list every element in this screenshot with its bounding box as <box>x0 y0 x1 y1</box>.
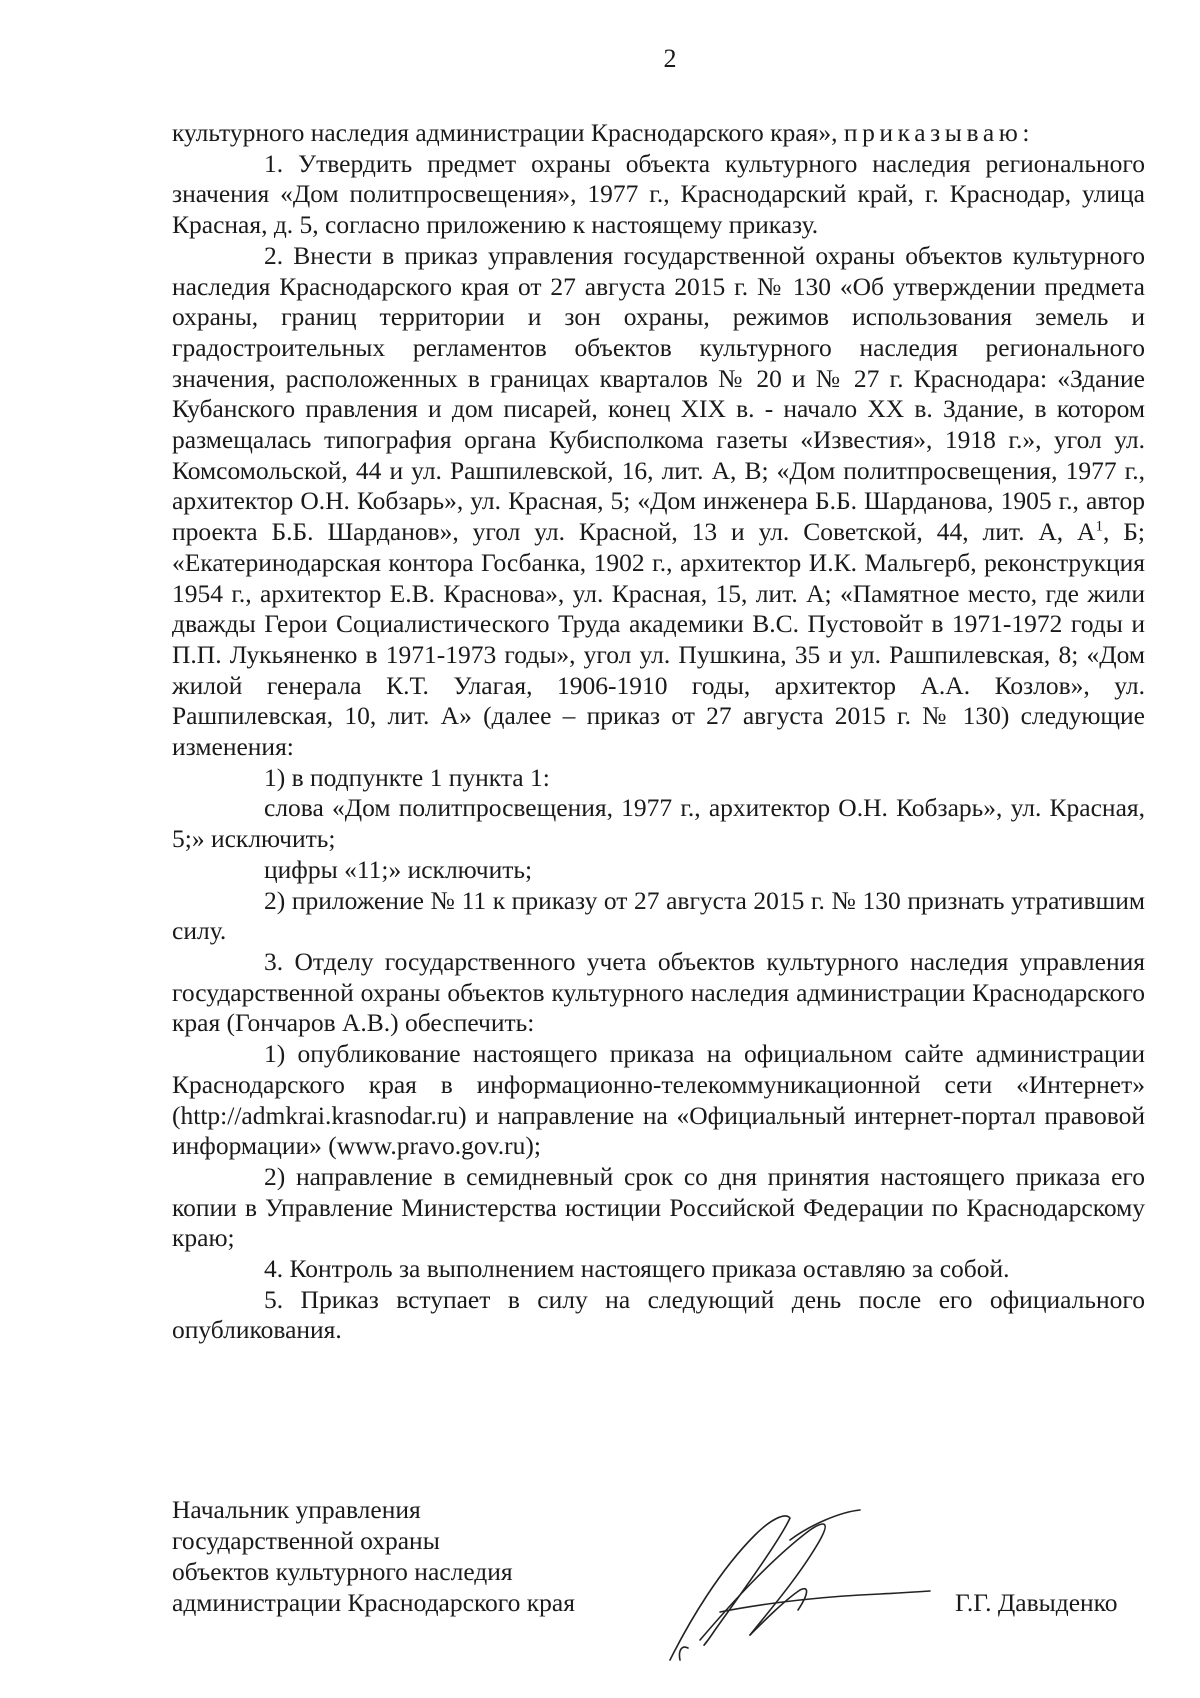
paragraph-item-1: 1. Утвердить предмет охраны объекта культурного наследия регионального значения «Дом политпросвещения», 1977 г., Краснодарский край, г. Краснодар, улица Красная, д. 5, согласно приложению к настоящему приказу. <box>172 148 1145 240</box>
paragraph-subitem-1: 1) в подпункте 1 пункта 1: <box>264 762 550 792</box>
paragraph-subitem-2: 2) приложение № 11 к приказу от 27 августа 2015 г. № 130 признать утратившим силу. <box>172 885 1145 946</box>
paragraph-item-2 <box>172 241 1145 763</box>
handwritten-signature <box>660 1500 960 1670</box>
order-word: приказываю: <box>843 118 1035 147</box>
paragraph-item-3-2: 2) направление в семидневный срок со дня принятия настоящего приказа его копии в Управление Министерства юстиции Российской Федерации по Краснодарскому краю; <box>172 1161 1145 1253</box>
item-2-text-b: , Б; «Екатеринодарская контора Госбанка, 1902 г., архитектор И.К. Мальгерб, реконструкция 1954 г., архитектор Е.В. Краснова», ул. Красная, 15, лит. А; «Памятное место, где жили дважды Герои Социалистического Труда академики В.С. Пустовойт в 1971-1972 годы и П.П. Лукьяненко в 1971-1973 годы», угол ул. Пушкина, 35 и ул. Рашпилевская, 8; «Дом жилой генерала К.Т. Улагая, 1906-1910 годы, архитектор А.А. Козлов», ул. Рашпилевская, 10, лит. А» (далее – приказ от 27 августа 2015 г. № 130) следующие изменения: <box>172 517 1145 762</box>
signatory-title-line: Начальник управления <box>172 1495 421 1524</box>
paragraph-words-excluded: слова «Дом политпросвещения, 1977 г., архитектор О.Н. Кобзарь», ул. Красная, 5;» исключить; <box>172 793 1145 854</box>
page-number: 2 <box>663 44 677 73</box>
paragraph-item-5: 5. Приказ вступает в силу на следующий день после его официального опубликования. <box>172 1284 1145 1345</box>
paragraph-item-3-1: 1) опубликование настоящего приказа на официальном сайте администрации Краснодарского края в информационно-телекоммуникационной сети «Интернет» (http://admkrai.krasnodar.ru) и направление на «Официальный интернет-портал правовой информации» (www.pravo.gov.ru); <box>172 1039 1145 1161</box>
signatory-title-line: объектов культурного наследия <box>172 1557 513 1586</box>
signatory-title <box>172 1494 575 1618</box>
superscript: 1 <box>1095 518 1103 535</box>
item-2-text-a: 2. Внести в приказ управления государственной охраны объектов культурного наследия Краснодарского края от 27 августа 2015 г. № 130 «Об утверждении предмета охраны, границ территории и зон охраны, режимов использования земель и градостроительных регламентов объектов культурного наследия регионального значения, расположенных в границах кварталов № 20 и № 27 г. Краснодара: «Здание Кубанского правления и дом писарей, конец XIX в. - начало XX в. Здание, в котором размещалась типография органа Кубисполкома газеты «Известия», 1918 г.», угол ул. Комсомольской, 44 и ул. Рашпилевской, 16, лит. А, В; «Дом политпросвещения, 1977 г., архитектор О.Н. Кобзарь», ул. Красная, 5; «Дом инженера Б.Б. Шарданова, 1905 г., автор проекта Б.Б. Шарданов», угол ул. Красной, 13 и ул. Советской, 44, лит. А, А <box>172 240 1145 547</box>
document-body <box>172 118 1145 1346</box>
paragraph-item-3: 3. Отделу государственного учета объектов культурного наследия управления государственной охраны объектов культурного наследия администрации Краснодарского края (Гончаров А.В.) обеспечить: <box>172 946 1145 1038</box>
paragraph-item-4: 4. Контроль за выполнением настоящего приказа оставляю за собой. <box>264 1254 1010 1284</box>
signatory-title-line: администрации Краснодарского края <box>172 1588 575 1617</box>
intro-text: культурного наследия администрации Краснодарского края», <box>172 118 838 147</box>
paragraph-digits-excluded: цифры «11;» исключить; <box>264 854 533 884</box>
signatory-title-line: государственной охраны <box>172 1526 440 1555</box>
signer-name: Г.Г. Давыденко <box>955 1588 1118 1617</box>
paragraph-intro <box>172 118 1145 149</box>
